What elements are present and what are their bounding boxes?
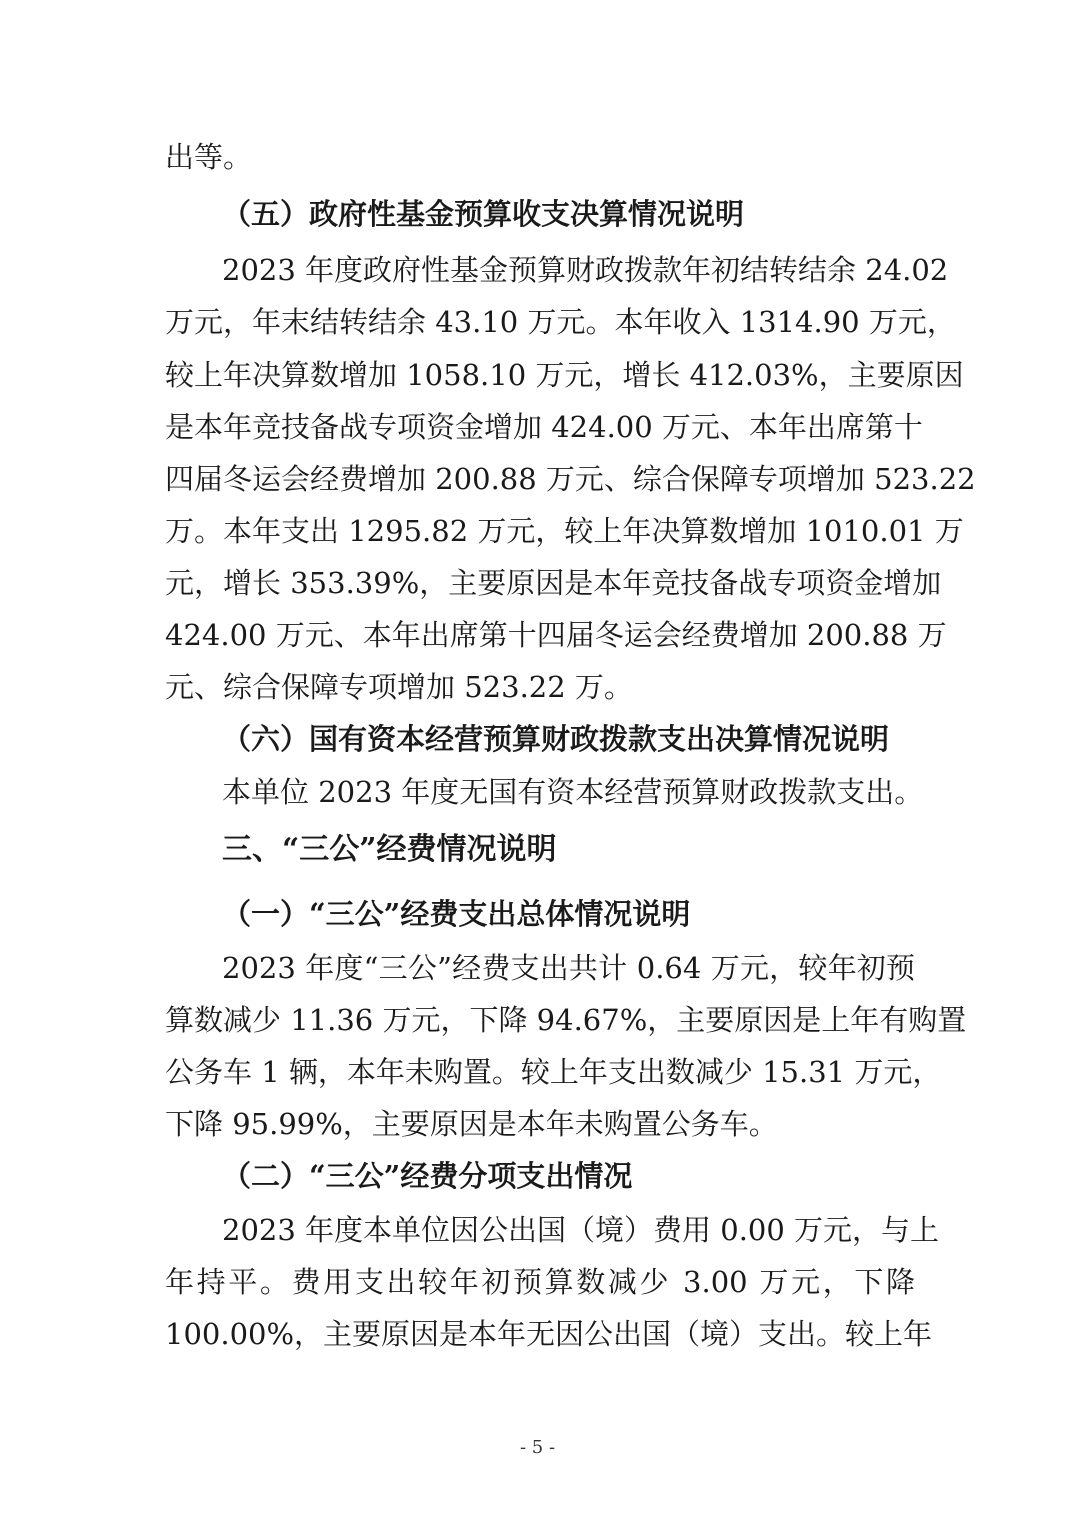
section-title-three-public: 三、“三公”经费情况说明 [222, 832, 557, 867]
paragraph-line: 算数减少 11.36 万元，下降 94.67%，主要原因是上年有购置 [165, 1003, 967, 1037]
paragraph-line: 下降 95.99%，主要原因是本年未购置公务车。 [165, 1107, 778, 1141]
paragraph-line: 元，增长 353.39%，主要原因是本年竞技备战专项资金增加 [165, 566, 942, 600]
paragraph-line: 万元，年末结转结余 43.10 万元。本年收入 1314.90 万元， [165, 305, 956, 339]
paragraph-line: 出等。 [165, 140, 253, 174]
heading-overall: （一）“三公”经费支出总体情况说明 [222, 897, 691, 931]
paragraph-line: 元、综合保障专项增加 523.22 万。 [165, 670, 633, 704]
paragraph-line: 是本年竞技备战专项资金增加 424.00 万元、本年出席第十 [165, 410, 923, 444]
paragraph-line: 424.00 万元、本年出席第十四届冬运会经费增加 200.88 万 [165, 618, 947, 652]
paragraph-line: 万。本年支出 1295.82 万元，较上年决算数增加 1010.01 万 [165, 514, 964, 548]
paragraph-line: 公务车 1 辆，本年未购置。较上年支出数减少 15.31 万元， [165, 1055, 942, 1089]
paragraph-line: 年持平。费用支出较年初预算数减少 3.00 万元，下降 [165, 1265, 915, 1299]
page-number: - 5 - [519, 1437, 556, 1458]
paragraph-line: 2023 年度本单位因公出国（境）费用 0.00 万元，与上 [222, 1213, 940, 1247]
paragraph-line: 本单位 2023 年度无国有资本经营预算财政拨款支出。 [222, 775, 924, 809]
heading-itemized: （二）“三公”经费分项支出情况 [222, 1159, 633, 1193]
paragraph-line: 较上年决算数增加 1058.10 万元，增长 412.03%，主要原因 [165, 358, 964, 392]
paragraph-line: 2023 年度“三公”经费支出共计 0.64 万元，较年初预 [222, 951, 915, 985]
heading-government-fund: （五）政府性基金预算收支决算情况说明 [222, 197, 745, 231]
heading-state-capital: （六）国有资本经营预算财政拨款支出决算情况说明 [222, 722, 890, 756]
paragraph-line: 四届冬运会经费增加 200.88 万元、综合保障专项增加 523.22 [165, 462, 976, 496]
paragraph-line: 2023 年度政府性基金预算财政拨款年初结转结余 24.02 [222, 253, 949, 287]
paragraph-line: 100.00%，主要原因是本年无因公出国（境）支出。较上年 [165, 1317, 933, 1351]
